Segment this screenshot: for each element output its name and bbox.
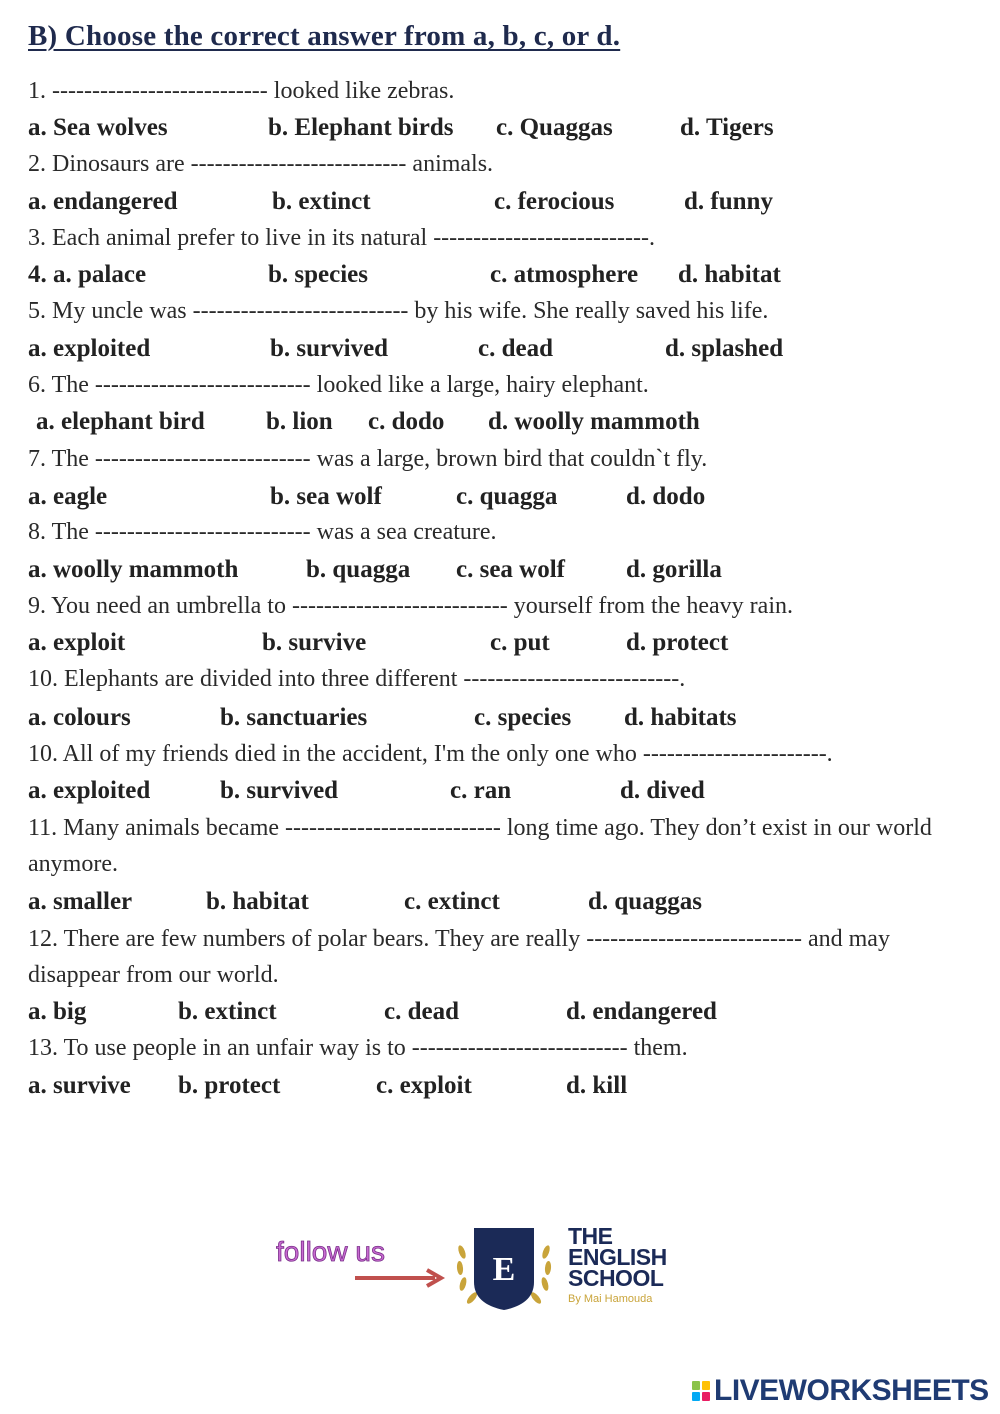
q13-option-c[interactable]: c. exploit [376, 1072, 472, 1099]
question-9: 9. You need an umbrella to --------------------------- yourself from the heavy rain. [28, 593, 793, 619]
q1-option-d[interactable]: d. Tigers [680, 114, 774, 141]
q11-option-a[interactable]: a. smaller [28, 888, 133, 915]
q3-option-a[interactable]: 4. a. palace [28, 261, 147, 288]
question-12: 12. There are few numbers of polar bears. They are really --------------------------- and may disappear from our world. [28, 926, 890, 988]
q10-option-d[interactable]: d. habitats [624, 704, 737, 731]
q3-option-b[interactable]: b. species [268, 261, 368, 288]
q12-option-d[interactable]: d. endangered [566, 998, 717, 1025]
q7-option-c[interactable]: c. quagga [456, 483, 558, 510]
q1-option-a[interactable]: a. Sea wolves [28, 114, 168, 141]
question-3: 3. Each animal prefer to live in its natural ---------------------------. [28, 225, 655, 251]
question-11: 11. Many animals became --------------------------- long time ago. They don’t exist in our world anymore. [28, 815, 932, 877]
q6-option-b[interactable]: b. lion [266, 408, 333, 435]
q9-option-d[interactable]: d. protect [626, 629, 729, 656]
question-7: 7. The --------------------------- was a large, brown bird that couldn`t fly. [28, 446, 708, 472]
q6-option-a[interactable]: a. elephant bird [36, 408, 205, 435]
q2-option-b[interactable]: b. extinct [272, 188, 371, 215]
q11-option-b[interactable]: b. habitat [206, 888, 309, 915]
q10-option-a[interactable]: a. colours [28, 704, 131, 731]
brand-byline: By Mai Hamouda [568, 1293, 653, 1305]
q6-option-d[interactable]: d. woolly mammoth [488, 408, 700, 435]
arrow-right-icon [355, 1268, 447, 1288]
follow-us-text: follow us [276, 1236, 385, 1267]
q12-option-a[interactable]: a. big [28, 998, 87, 1025]
question-8: 8. The --------------------------- was a sea creature. [28, 519, 497, 545]
q10b-option-a[interactable]: a. exploited [28, 777, 151, 804]
q9-option-a[interactable]: a. exploit [28, 629, 126, 656]
q11-option-d[interactable]: d. quaggas [588, 888, 702, 915]
q8-option-b[interactable]: b. quagga [306, 556, 411, 583]
q13-option-d[interactable]: d. kill [566, 1072, 628, 1099]
q10b-option-d[interactable]: d. dived [620, 777, 705, 804]
q11-option-c[interactable]: c. extinct [404, 888, 500, 915]
q5-option-b[interactable]: b. survived [270, 335, 389, 362]
brand-name [568, 1223, 667, 1306]
q7-option-d[interactable]: d. dodo [626, 483, 706, 510]
q9-option-c[interactable]: c. put [490, 629, 550, 656]
question-13: 13. To use people in an unfair way is to --------------------------- them. [28, 1035, 688, 1061]
q13-option-b[interactable]: b. protect [178, 1072, 281, 1099]
question-10b: 10. All of my friends died in the accident, I'm the only one who -----------------------. [28, 741, 833, 767]
q9-option-b[interactable]: b. survive [262, 629, 367, 656]
q13-option-a[interactable]: a. survive [28, 1072, 131, 1099]
question-2: 2. Dinosaurs are --------------------------- animals. [28, 151, 494, 177]
q7-option-a[interactable]: a. eagle [28, 483, 108, 510]
english-school-logo-icon[interactable] [452, 1222, 556, 1314]
question-6: 6. The --------------------------- looked like a large, hairy elephant. [28, 372, 649, 398]
q10-option-c[interactable]: c. species [474, 704, 572, 731]
liveworksheets-logo-icon [692, 1381, 710, 1401]
q6-option-c[interactable]: c. dodo [368, 408, 445, 435]
q7-option-b[interactable]: b. sea wolf [270, 483, 382, 510]
brand-line-3: SCHOOL [568, 1265, 664, 1291]
q12-option-c[interactable]: c. dead [384, 998, 459, 1025]
q10b-option-c[interactable]: c. ran [450, 777, 512, 804]
q2-option-c[interactable]: c. ferocious [494, 188, 615, 215]
q2-option-a[interactable]: a. endangered [28, 188, 178, 215]
q5-option-d[interactable]: d. splashed [665, 335, 784, 362]
logo-letter: E [492, 1251, 516, 1288]
q8-option-a[interactable]: a. woolly mammoth [28, 556, 239, 583]
q5-option-a[interactable]: a. exploited [28, 335, 151, 362]
q3-option-c[interactable]: c. atmosphere [490, 261, 639, 288]
brand-line-2: ENGLISH [568, 1244, 667, 1270]
q10-option-b[interactable]: b. sanctuaries [220, 704, 368, 731]
q8-option-d[interactable]: d. gorilla [626, 556, 722, 583]
question-1: 1. --------------------------- looked like zebras. [28, 78, 455, 104]
section-heading: B) Choose the correct answer from a, b, c, or d. [28, 20, 621, 52]
question-5: 5. My uncle was --------------------------- by his wife. She really saved his life. [28, 298, 769, 324]
brand-line-1: THE [568, 1223, 613, 1249]
q2-option-d[interactable]: d. funny [684, 188, 773, 215]
q3-option-d[interactable]: d. habitat [678, 261, 781, 288]
q1-option-c[interactable]: c. Quaggas [496, 114, 613, 141]
q10b-option-b[interactable]: b. survived [220, 777, 339, 804]
question-10: 10. Elephants are divided into three different ---------------------------. [28, 666, 686, 692]
q1-option-b[interactable]: b. Elephant birds [268, 114, 454, 141]
liveworksheets-text: LIVEWORKSHEETS [714, 1374, 989, 1407]
q8-option-c[interactable]: c. sea wolf [456, 556, 565, 583]
q5-option-c[interactable]: c. dead [478, 335, 553, 362]
q12-option-b[interactable]: b. extinct [178, 998, 277, 1025]
liveworksheets-watermark [692, 1374, 989, 1408]
